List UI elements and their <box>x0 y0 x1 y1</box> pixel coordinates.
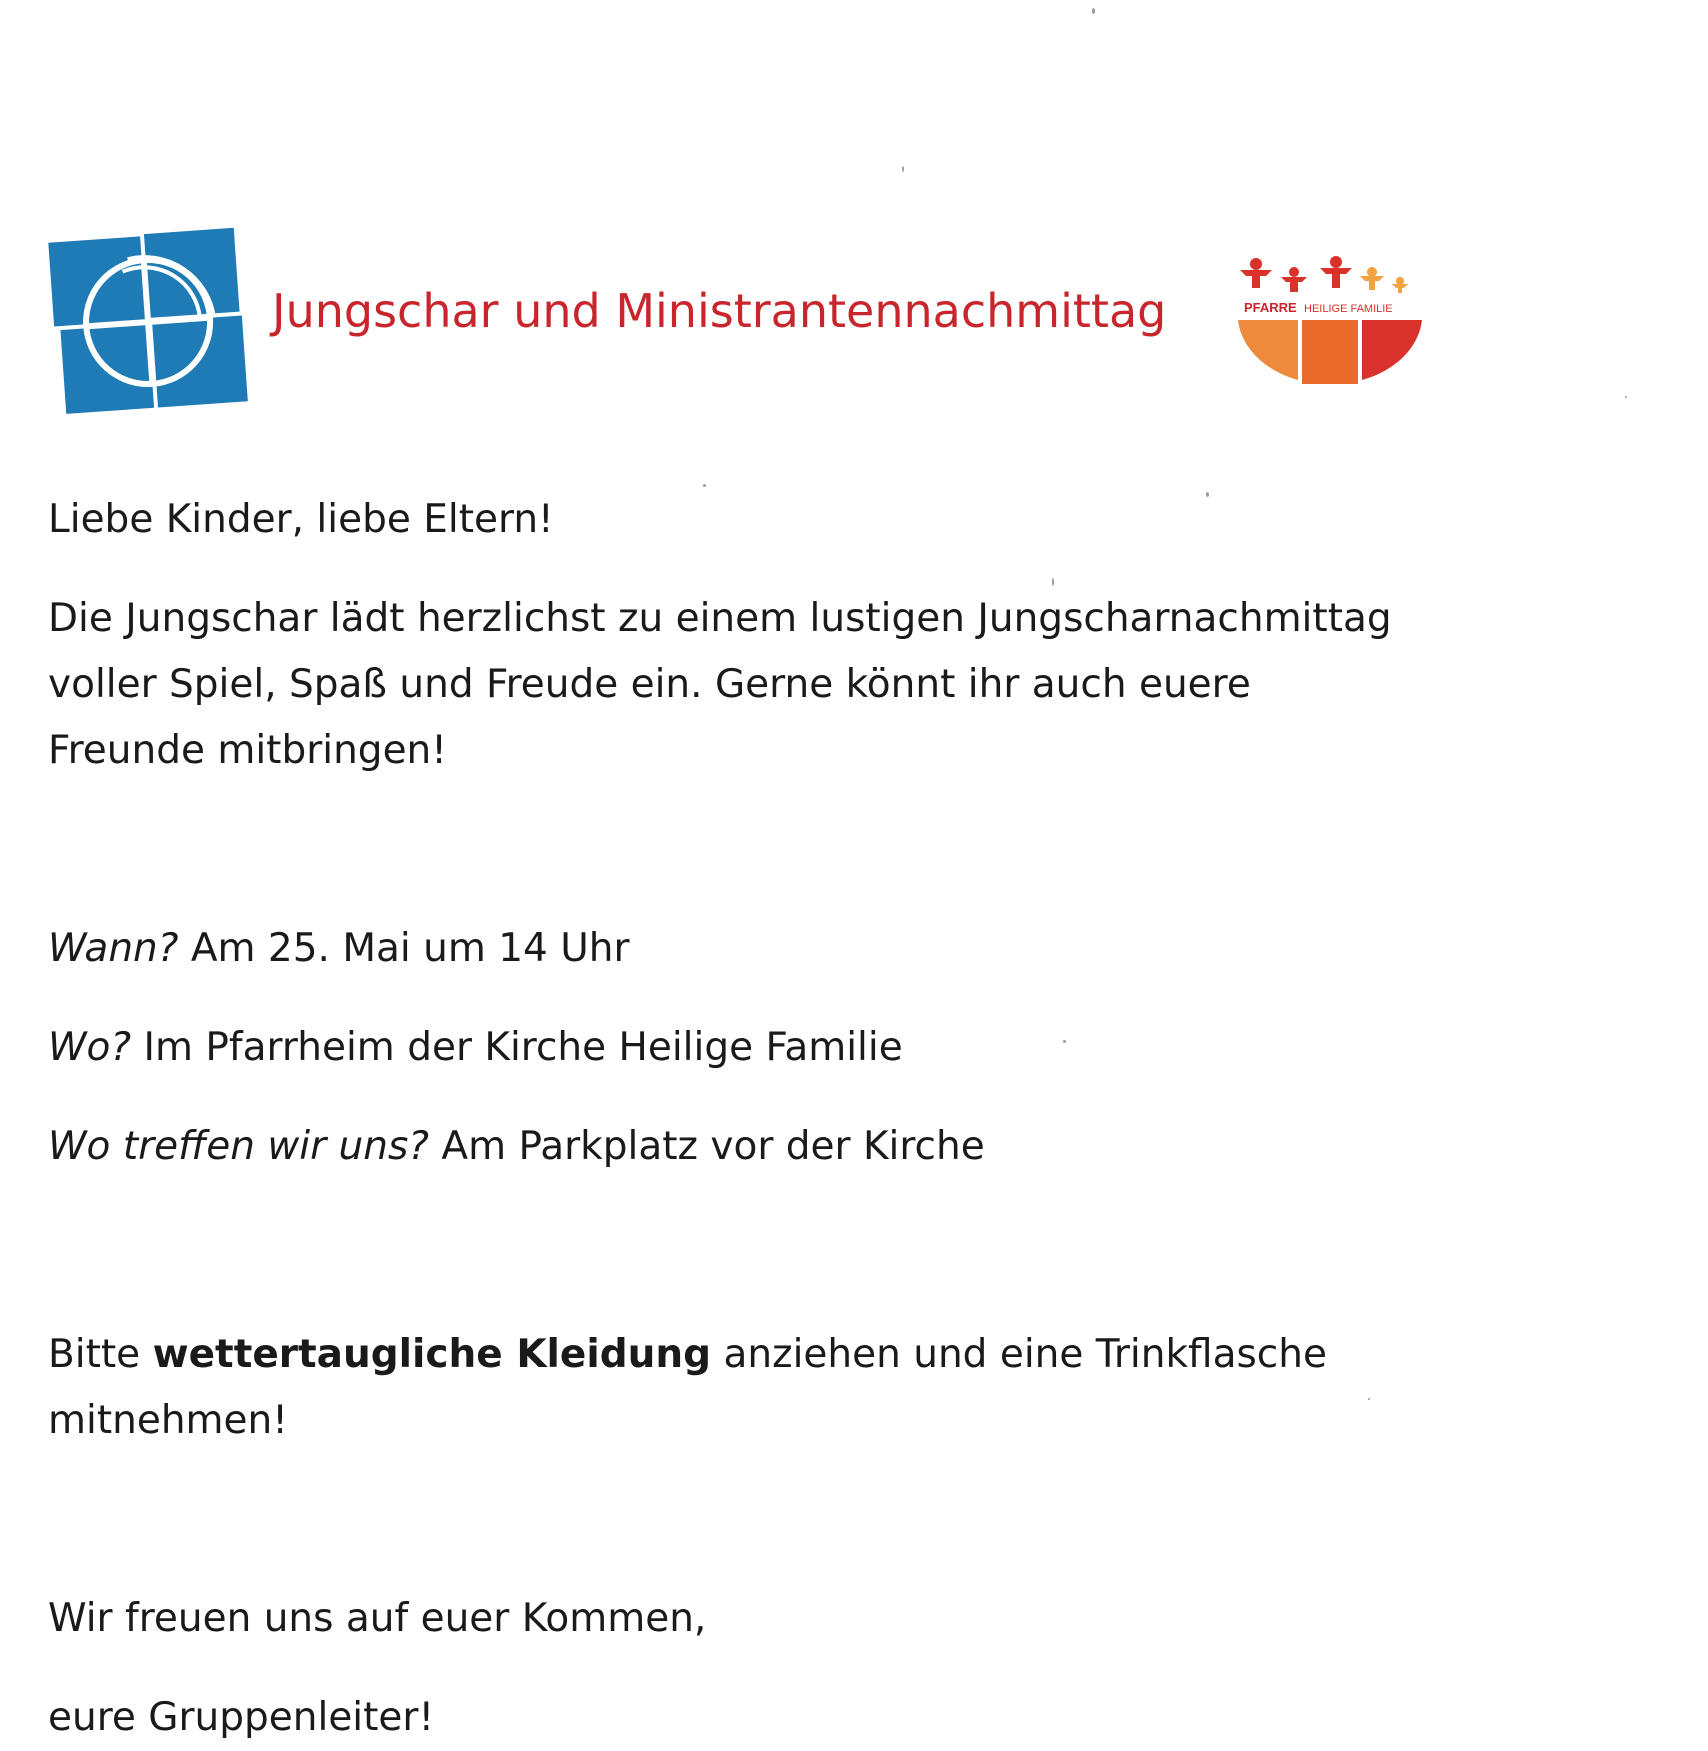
intro-line-3: Freunde mitbringen! <box>48 728 447 773</box>
greeting: Liebe Kinder, liebe Eltern! <box>48 497 554 542</box>
when-line <box>48 916 630 982</box>
pfarre-logo-icon <box>1236 254 1426 384</box>
closing-line-1: Wir freuen uns auf euer Kommen, <box>48 1596 707 1641</box>
where-label: Wo? <box>48 1025 132 1070</box>
note-bold: wettertaugliche Kleidung <box>152 1332 712 1377</box>
scan-speck <box>1052 578 1054 586</box>
pfarre-logo-strong-text: PFARRE <box>1244 300 1297 315</box>
scan-speck <box>1625 396 1627 398</box>
note-suffix: anziehen und eine Trinkflasche <box>711 1332 1327 1377</box>
note-line-1 <box>48 1322 1327 1388</box>
scan-speck <box>1092 8 1095 14</box>
intro-paragraph <box>48 586 1392 784</box>
intro-line-1: Die Jungschar lädt herzlichst zu einem lustigen Jungscharnachmittag <box>48 596 1392 641</box>
pfarre-logo-light-text: HEILIGE FAMILIE <box>1304 303 1393 315</box>
scan-speck <box>1206 492 1209 497</box>
page-title: Jungschar und Ministrantennachmittag <box>272 284 1167 338</box>
scan-speck <box>1063 1040 1066 1043</box>
where-line <box>48 1015 903 1081</box>
meet-value: Am Parkplatz vor der Kirche <box>429 1124 985 1169</box>
closing-line-2: eure Gruppenleiter! <box>48 1695 435 1740</box>
when-value: Am 25. Mai um 14 Uhr <box>178 926 630 971</box>
intro-line-2: voller Spiel, Spaß und Freude ein. Gerne könnt ihr auch euere <box>48 662 1251 707</box>
jungschar-logo-icon <box>48 226 248 416</box>
note-line-2: mitnehmen! <box>48 1398 288 1443</box>
when-label: Wann? <box>48 926 179 971</box>
where-value: Im Pfarrheim der Kirche Heilige Familie <box>131 1025 903 1070</box>
scan-speck <box>703 484 706 487</box>
scan-speck <box>1368 1398 1370 1400</box>
meet-line <box>48 1114 985 1180</box>
meet-label: Wo treffen wir uns? <box>48 1124 430 1169</box>
note-paragraph <box>48 1322 1327 1454</box>
scan-speck <box>902 166 904 172</box>
note-prefix: Bitte <box>48 1332 153 1377</box>
